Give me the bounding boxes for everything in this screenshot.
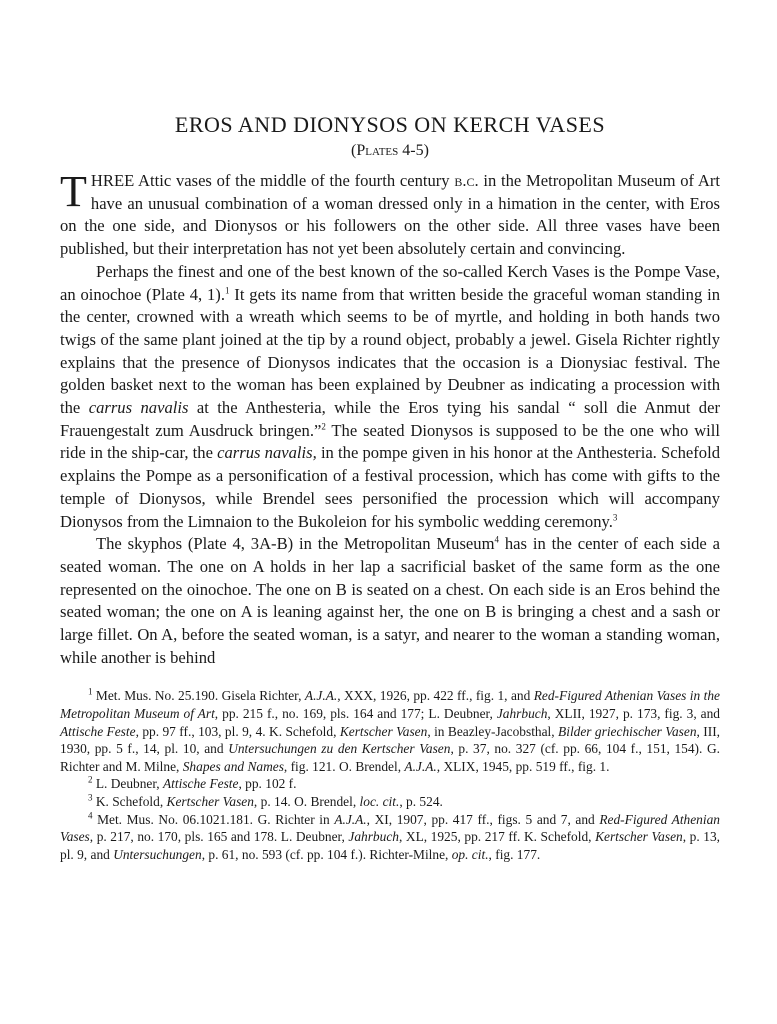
fn4-text: , p. 61, no. 593 (cf. pp. 104 f.). Richter-Milne, [201, 846, 452, 862]
fn1-italic: Jahrbuch [496, 706, 548, 722]
fn3-text: , p. 524. [399, 794, 443, 810]
fn1-italic: Red-Figured Athenian Vases in the Metropolitan Museum of Art [60, 688, 720, 722]
footnote-1-num: 1 [88, 687, 93, 697]
p1-text-b: in the Metropolitan Museum of Art have an unusual combination of a woman dressed only in a himation in the center, with Eros on the one side, and Dionysos or his followers on the other side. All three vases have been published, but their interpretation has not yet been absolutely certain and convincing. [60, 171, 720, 259]
fn2-text: , pp. 102 f. [238, 776, 297, 792]
p2-text-5: in the pompe given in his honor at the Anthesteria. Schefold explains the Pompe as a personification of a festival procession, which has come with gifts to the temple of Dionysos, while Brendel sees personified the procession which will accompany Dionysos from the Limnaion to the Bukoleion for his symbolic wedding ceremony. [60, 443, 721, 531]
fn1-italic: Untersuchungen zu den Kertscher Vasen [228, 741, 451, 757]
fn1-italic: Kertscher Vasen [339, 723, 428, 739]
p2-text-4: The seated Dionysos is supposed to be the one who will ride in the ship-car, the [60, 420, 721, 463]
fn3-italic: loc. cit. [359, 794, 400, 810]
footnote-ref-4[interactable]: 4 [494, 534, 499, 545]
paragraph-3 [60, 533, 720, 669]
p2-italic-2: carrus navalis, [217, 443, 317, 463]
footnotes [60, 687, 720, 863]
fn2-text: L. Deubner, [92, 776, 163, 792]
fn4-italic: Jahrbuch [348, 829, 399, 845]
footnote-2 [60, 775, 720, 793]
page [60, 112, 720, 863]
fn4-italic: A.J.A. [334, 811, 367, 827]
footnote-ref-2[interactable]: 2 [321, 421, 326, 432]
article-title: EROS AND DIONYSOS ON KERCH VASES [174, 112, 606, 137]
fn1-italic: Bilder griechischer Vasen [558, 723, 697, 739]
footnote-4 [60, 811, 720, 864]
plates-label: (Plates 4-5) [351, 142, 429, 159]
p3-text-1: The skyphos (Plate 4, 3A-B) in the Metropolitan Museum [96, 534, 495, 554]
fn1-text: , in Beazley-Jacobsthal, [427, 723, 559, 739]
footnote-4-num: 4 [88, 810, 93, 821]
footnote-1 [60, 687, 720, 775]
fn1-text: , XLIX, 1945, pp. 519 ff., fig. 1. [436, 758, 610, 774]
fn3-text: K. Schefold, [92, 794, 167, 810]
p1-bc: b.c. [454, 171, 479, 190]
p3-text-2: has in the center of each side a seated woman. The one on A holds in her lap a sacrificial basket of the same form as the one represented on the oinochoe. The one on B is seated on a chest. On each side is an Eros behind the seated woman; the one on A is leaning against her, the one on B is bringing a chest and a sash or large fillet. On A, before the seated woman, is a satyr, and nearer to the woman a standing woman, while another is behind [60, 534, 720, 667]
footnote-2-num: 2 [88, 774, 93, 785]
p2-italic-1: carrus navalis [88, 398, 189, 418]
fn1-text: , fig. 121. O. Brendel, [283, 758, 405, 774]
fn2-italic: Attische Feste [162, 776, 239, 792]
footnote-ref-1[interactable]: 1 [224, 284, 230, 295]
plates-reference [60, 142, 720, 160]
footnote-3-num: 3 [88, 792, 93, 803]
fn1-text: , XXX, 1926, pp. 422 ff., fig. 1, and [337, 688, 534, 704]
footnote-3 [60, 793, 720, 811]
fn3-text: , p. 14. O. Brendel, [253, 794, 360, 810]
p2-text-3: at the Anthesteria, while the Eros tying his sandal “ soll die Anmut der Frauengestalt zum Ausdruck bringen.” [60, 398, 720, 440]
fn4-text: , XL, 1925, pp. 217 ff. K. Schefold, [398, 829, 596, 845]
fn4-italic: Untersuchungen [113, 846, 202, 862]
fn3-italic: Kertscher Vasen [166, 794, 254, 810]
fn1-italic: Shapes and Names [182, 758, 284, 774]
fn1-text: , p. 37, no. 327 (cf. pp. 66, 104 f., 151, 154). G. Richter and M. Milne, [60, 741, 720, 774]
fn4-text: , p. 217, no. 170, pls. 165 and 178. L. Deubner, [89, 829, 349, 845]
fn1-text: , III, 1930, pp. 5 f., 14, pl. 10, and [60, 723, 721, 757]
fn4-text: , fig. 177. [488, 846, 541, 862]
fn1-italic: A.J.A. [304, 688, 338, 704]
fn4-text: , p. 13, pl. 9, and [60, 829, 721, 862]
fn4-italic: Red-Figured Athenian Vases [60, 811, 720, 845]
fn4-italic: op. cit. [451, 846, 489, 862]
fn1-italic: A.J.A. [404, 758, 437, 774]
article-body [60, 167, 721, 669]
fn1-text: , pp. 97 ff., 103, pl. 9, 4. K. Schefold, [135, 723, 340, 739]
footnote-ref-3[interactable]: 3 [612, 512, 618, 523]
fn1-text: , pp. 215 f., no. 169, pls. 164 and 177; L. Deubner, [214, 706, 497, 722]
fn1-italic: Attische Feste [60, 723, 136, 739]
p2-text-1: Perhaps the finest and one of the best known of the so-called Kerch Vases is the Pompe Vase, an oinochoe (Plate 4, 1). [60, 261, 720, 304]
fn4-italic: Kertscher Vasen [595, 829, 683, 845]
drop-cap: T [60, 167, 87, 216]
fn1-text: , XLII, 1927, p. 173, fig. 3, and [547, 706, 721, 722]
paragraph-1 [60, 167, 720, 261]
p2-text-2: It gets its name from that written beside the graceful woman standing in the center, crowned with a wreath which seems to be of myrtle, and holding in both hands two twigs of the same plant joined at the tip by a round object, probably a jewel. Gisela Richter rightly explains that the presence of Dionysos indicates that the occasion is a Dionysiac festival. The golden basket next to the woman has been explained by Deubner as indicating a procession with the [60, 284, 720, 418]
fn4-text: , XI, 1907, pp. 417 ff., figs. 5 and 7, and [366, 811, 600, 827]
fn4-text: Met. Mus. No. 06.1021.181. G. Richter in [92, 811, 335, 827]
paragraph-2 [60, 261, 720, 533]
fn1-text: Met. Mus. No. 25.190. Gisela Richter, [92, 688, 305, 704]
p1-text-a: HREE Attic vases of the middle of the fourth century [90, 171, 455, 190]
